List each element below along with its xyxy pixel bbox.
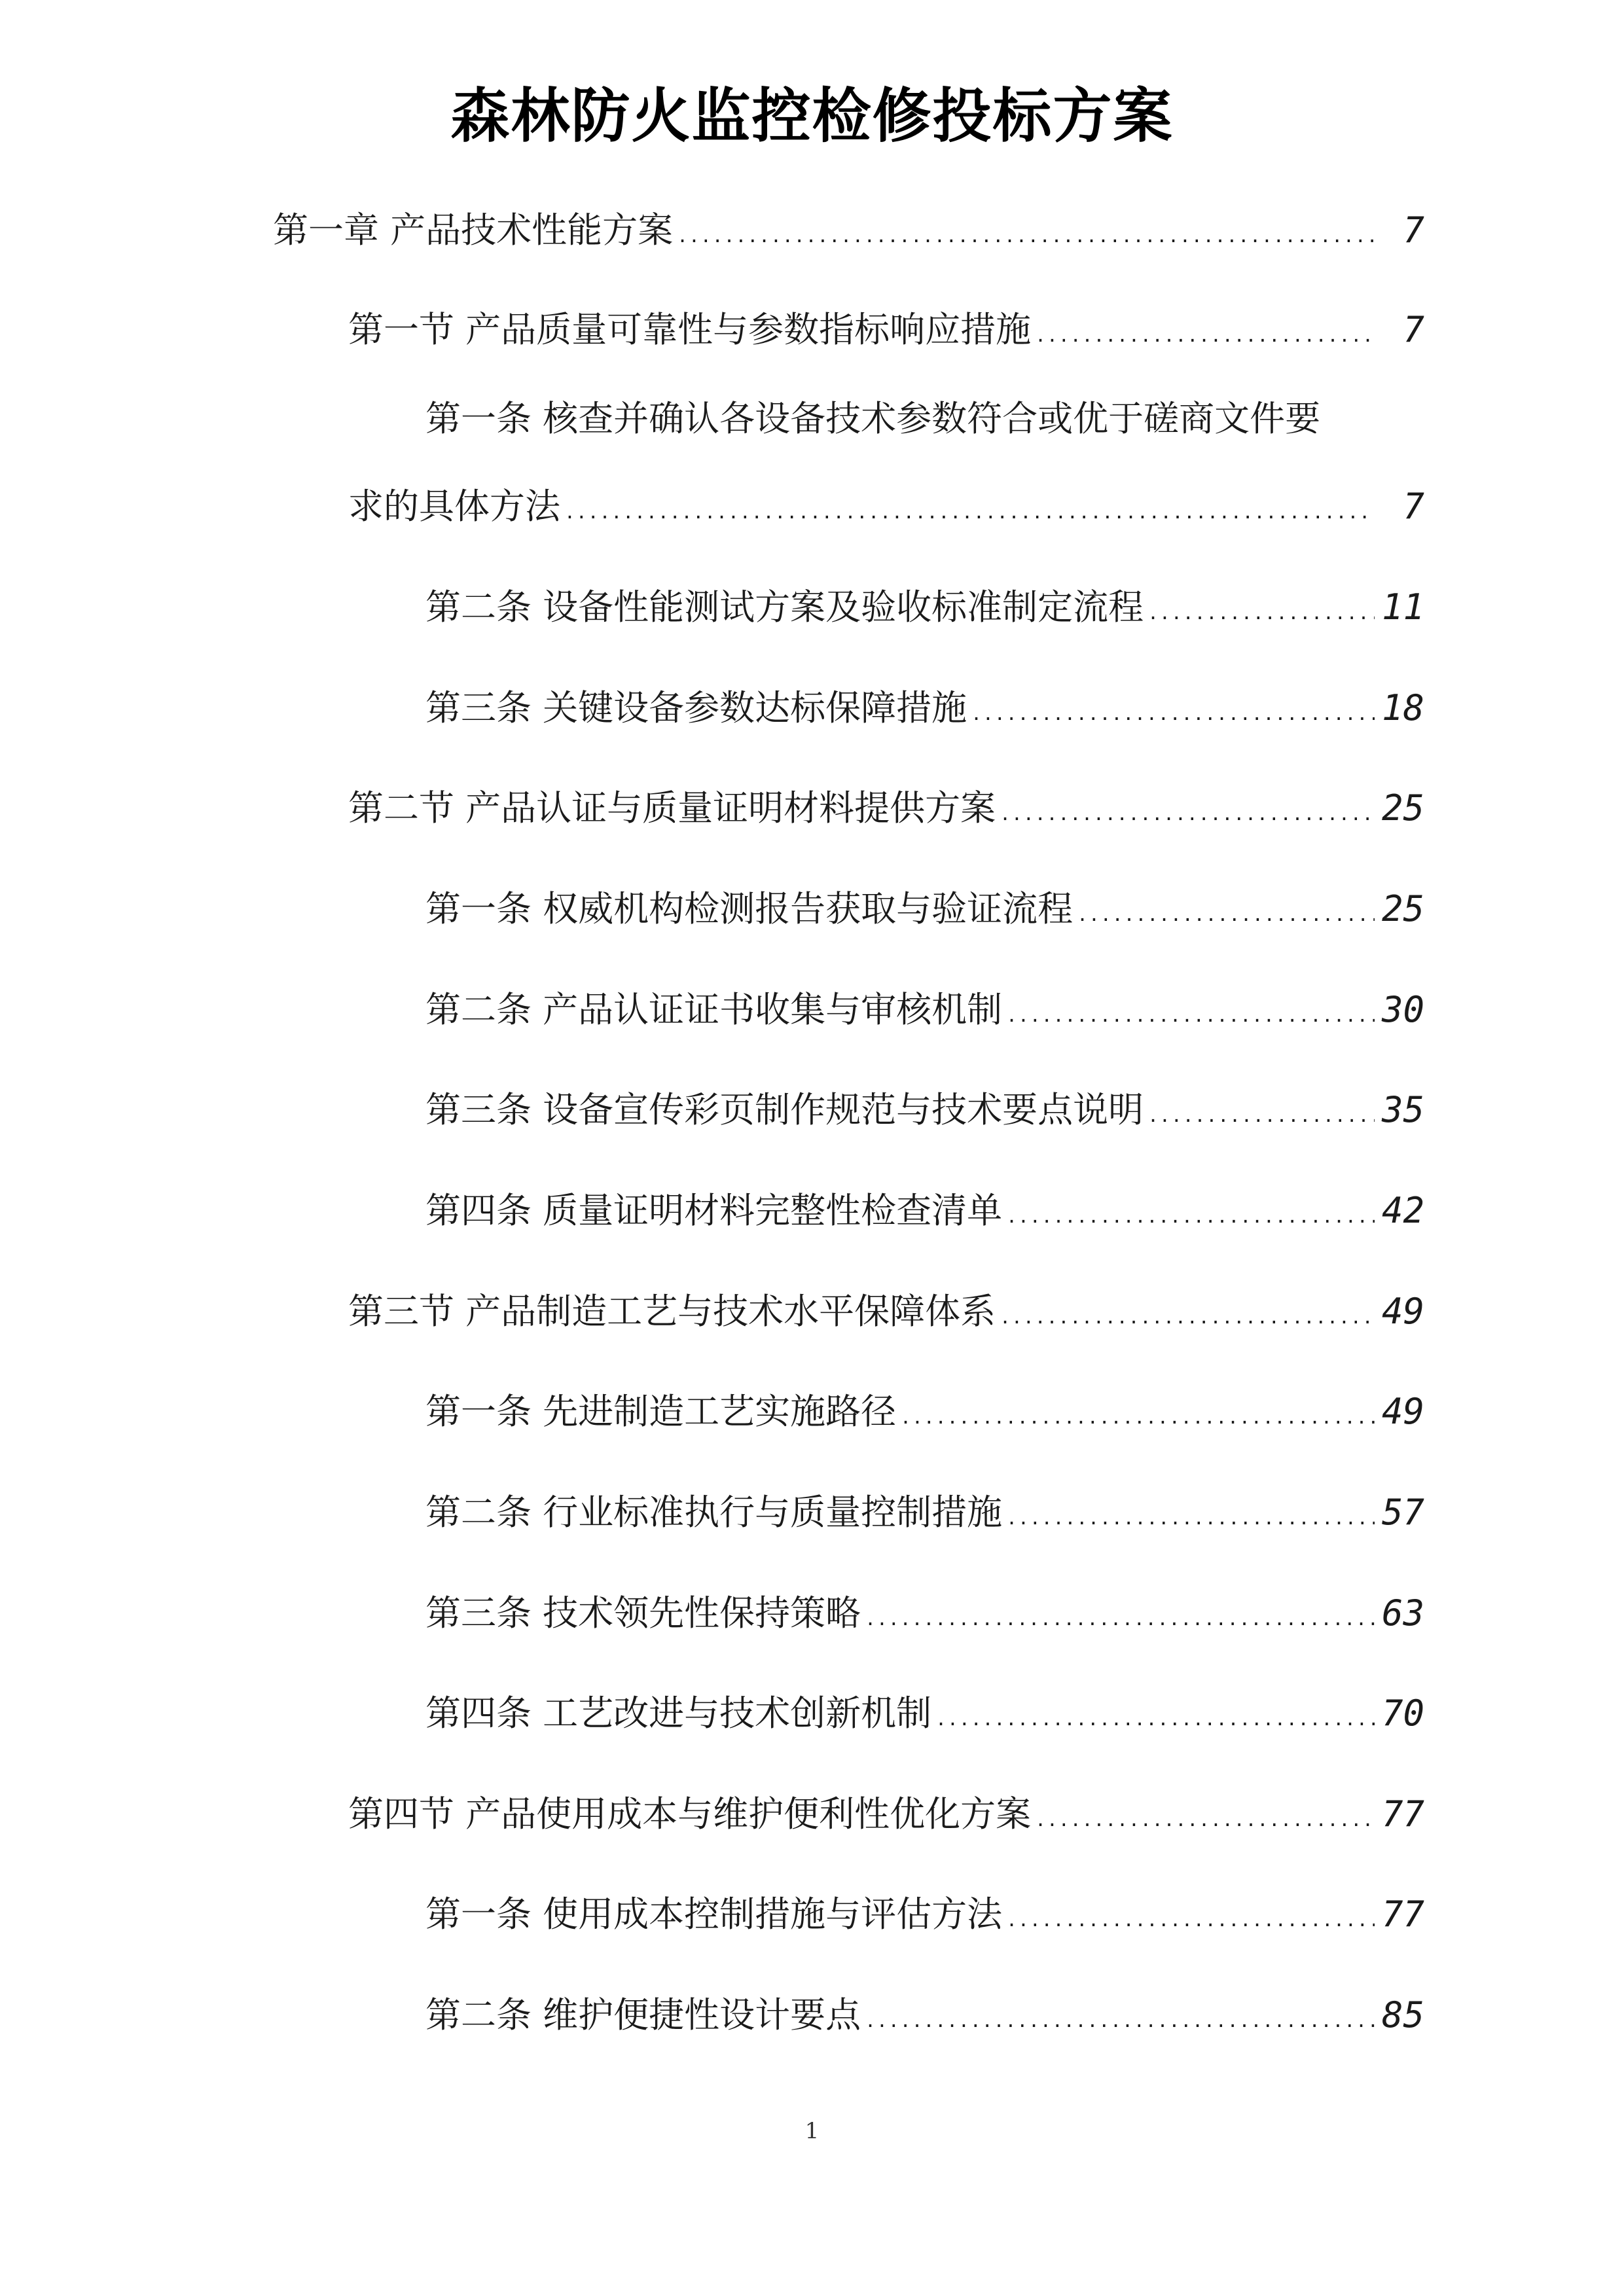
toc-leader-dots xyxy=(1147,587,1375,639)
toc-page-number: 25 xyxy=(1381,787,1424,829)
toc-page-number: 7 xyxy=(1403,486,1424,527)
toc-entry-article[interactable] xyxy=(425,1084,1424,1136)
toc-entry-article[interactable] xyxy=(425,984,1424,1036)
toc-entry-article[interactable] xyxy=(425,883,1424,935)
toc-leader-dots xyxy=(1006,1191,1375,1243)
toc-leader-dots xyxy=(1006,1894,1375,1946)
document-title: 森林防火监控检修投标方案 xyxy=(450,82,1174,151)
toc-entry-label: 第三条 关键设备参数达标保障措施 xyxy=(425,687,967,728)
toc-leader-dots xyxy=(935,1693,1375,1746)
toc-entry-label: 第二条 维护便捷性设计要点 xyxy=(425,1994,861,2036)
toc-entry-article[interactable] xyxy=(425,1185,1424,1237)
toc-entry-label: 第二条 设备性能测试方案及验收标准制定流程 xyxy=(425,586,1144,628)
toc-entry-article[interactable] xyxy=(425,1687,1424,1740)
toc-page-number: 63 xyxy=(1381,1592,1424,1634)
toc-page-number: 11 xyxy=(1381,586,1424,628)
toc-entry-label: 求的具体方法 xyxy=(348,486,560,527)
toc-page-number: 77 xyxy=(1381,1893,1424,1935)
toc-page-number: 25 xyxy=(1381,888,1424,929)
toc-leader-dots xyxy=(1006,990,1375,1042)
toc-page-number: 57 xyxy=(1381,1492,1424,1533)
toc-entry-section-4[interactable] xyxy=(348,1788,1424,1840)
toc-entry-label: 第二条 行业标准执行与质量控制措施 xyxy=(425,1492,1003,1533)
toc-entry-label: 第二条 产品认证证书收集与审核机制 xyxy=(425,989,1003,1030)
toc-entry-article[interactable] xyxy=(425,1486,1424,1539)
toc-page-number: 35 xyxy=(1381,1089,1424,1130)
toc-entry-section-3[interactable] xyxy=(348,1285,1424,1338)
toc-page-number: 30 xyxy=(1381,989,1424,1030)
toc-entry-article-1-line-1[interactable]: 第一条 核查并确认各设备技术参数符合或优于磋商文件要 xyxy=(425,398,1321,439)
toc-entry-label: 第三条 设备宣传彩页制作规范与技术要点说明 xyxy=(425,1089,1144,1130)
toc-page-number: 18 xyxy=(1381,687,1424,728)
toc-entry-article[interactable] xyxy=(425,1587,1424,1640)
toc-entry-label: 第四节 产品使用成本与维护便利性优化方案 xyxy=(348,1793,1032,1835)
toc-leader-dots xyxy=(1000,1291,1375,1344)
toc-leader-dots xyxy=(1035,1794,1375,1846)
toc-page-number: 7 xyxy=(1403,309,1424,350)
toc-entry-label: 第四条 工艺改进与技术创新机制 xyxy=(425,1693,932,1734)
toc-leader-dots xyxy=(1035,310,1375,362)
toc-leader-dots xyxy=(1000,788,1375,840)
toc-entry-label: 第三节 产品制造工艺与技术水平保障体系 xyxy=(348,1291,996,1332)
toc-entry-label: 第一章 产品技术性能方案 xyxy=(273,209,674,251)
toc-leader-dots xyxy=(1077,889,1375,941)
toc-leader-dots xyxy=(564,486,1375,539)
toc-page-number: 42 xyxy=(1381,1190,1424,1231)
toc-entry-label: 第一节 产品质量可靠性与参数指标响应措施 xyxy=(348,309,1032,350)
toc-entry-label: 第一条 权威机构检测报告获取与验证流程 xyxy=(425,888,1074,929)
toc-page-number: 85 xyxy=(1381,1994,1424,2036)
toc-leader-dots xyxy=(900,1391,1375,1444)
toc-entry-article[interactable] xyxy=(425,1989,1424,2041)
toc-entry-label: 第四条 质量证明材料完整性检查清单 xyxy=(425,1190,1003,1231)
toc-entry-label: 第一条 使用成本控制措施与评估方法 xyxy=(425,1893,1003,1935)
toc-entry-section-2[interactable] xyxy=(348,782,1424,834)
toc-entry-label: 第一条 先进制造工艺实施路径 xyxy=(425,1391,897,1432)
toc-leader-dots xyxy=(971,688,1375,740)
toc-page-number: 77 xyxy=(1381,1793,1424,1835)
toc-leader-dots xyxy=(865,1593,1375,1645)
toc-entry-chapter-1[interactable] xyxy=(273,204,1424,257)
toc-page-number: 70 xyxy=(1381,1693,1424,1734)
toc-page-number: 49 xyxy=(1381,1391,1424,1432)
toc-entry-article[interactable] xyxy=(425,682,1424,734)
page-number: 1 xyxy=(804,2118,820,2144)
toc-entry-label: 第三条 技术领先性保持策略 xyxy=(425,1592,861,1634)
toc-entry-article[interactable] xyxy=(425,581,1424,634)
toc-page-number: 49 xyxy=(1381,1291,1424,1332)
toc-leader-dots xyxy=(865,1995,1375,2047)
toc-leader-dots xyxy=(1006,1492,1375,1545)
toc-entry-article[interactable] xyxy=(425,1888,1424,1941)
toc-entry-article-1-line-2[interactable] xyxy=(348,480,1424,533)
toc-leader-dots xyxy=(1147,1090,1375,1142)
toc-page-number: 7 xyxy=(1403,209,1424,251)
toc-entry-section-1[interactable] xyxy=(348,304,1424,356)
toc-entry-label: 第二节 产品认证与质量证明材料提供方案 xyxy=(348,787,996,829)
toc-entry-article[interactable] xyxy=(425,1386,1424,1438)
toc-leader-dots xyxy=(677,210,1375,262)
